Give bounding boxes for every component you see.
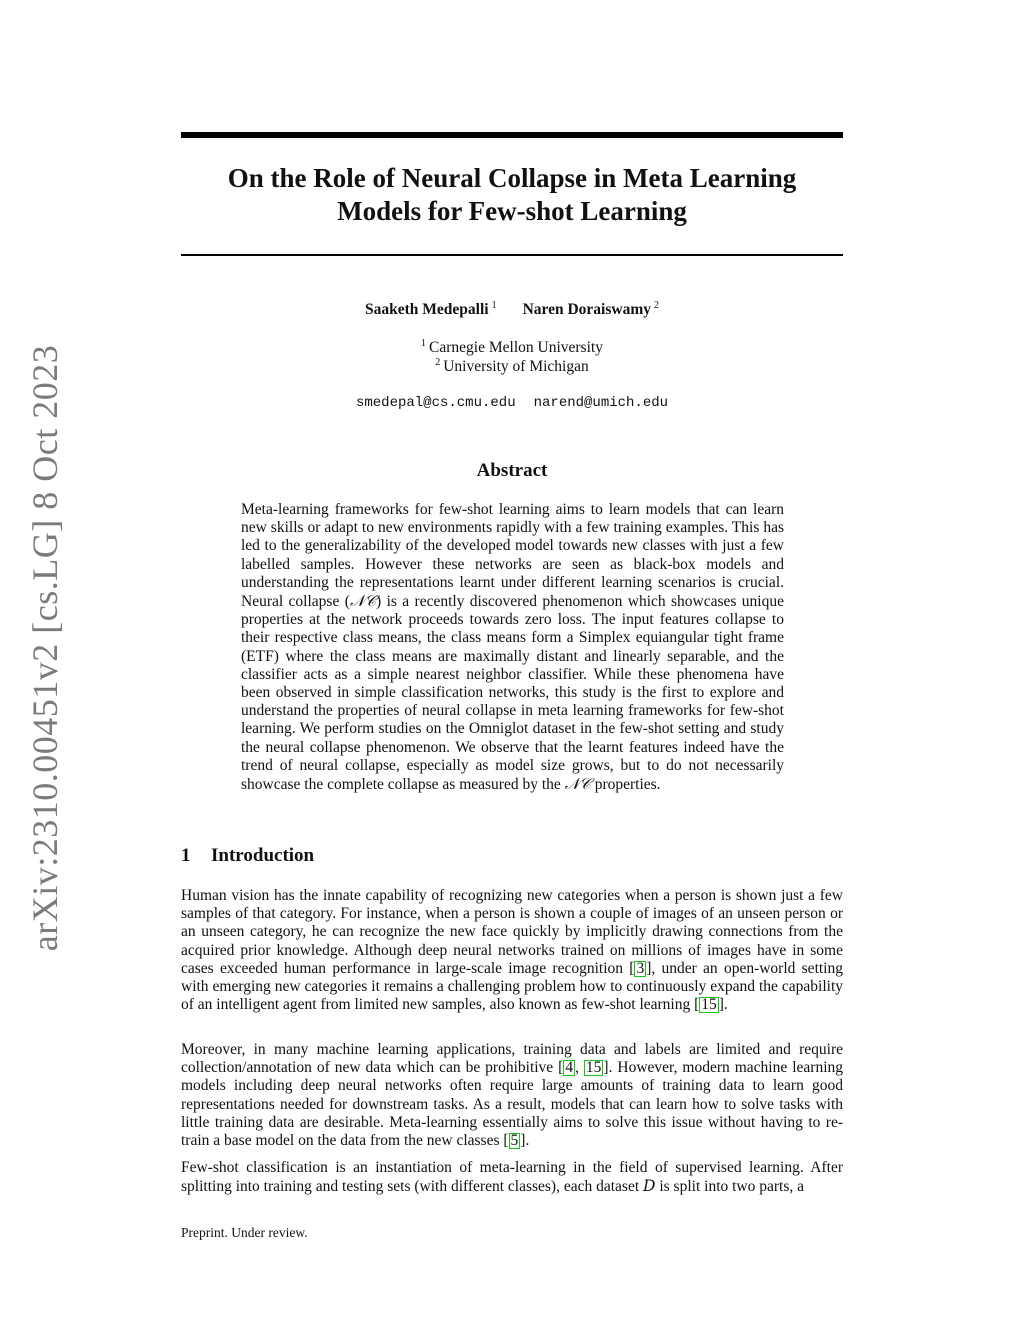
- abstract-heading: Abstract: [476, 460, 548, 481]
- title-line-2: Models for Few-shot Learning: [337, 196, 687, 226]
- footer-note: Preprint. Under review.: [181, 1225, 308, 1240]
- citation-link[interactable]: 5: [510, 1132, 519, 1150]
- author-1-name: Saaketh Medepalli: [364, 301, 489, 318]
- affiliation-1-mark: 1: [421, 338, 427, 349]
- author-list: [181, 300, 843, 319]
- arxiv-identifier: arXiv:2310.00451v2 [cs.LG] 8 Oct 2023: [25, 344, 65, 952]
- p3-text-b: is split into two parts, a: [655, 1178, 805, 1196]
- author-2-name: Naren Doraiswamy: [522, 301, 651, 318]
- section-title: Introduction: [211, 845, 315, 866]
- title-bottom-rule: [181, 254, 843, 256]
- email-list: [181, 395, 843, 411]
- title-line-1: On the Role of Neural Collapse in Meta Learning: [227, 163, 797, 193]
- affiliation-1: [181, 338, 843, 357]
- citation-link[interactable]: 15: [701, 996, 717, 1014]
- p2-text-a: Moreover, in many machine learning applications, training data and labels are limited and require collection/annotation of new data which can be prohibitive [: [181, 1041, 843, 1077]
- p2-text-c: ].: [520, 1132, 530, 1150]
- intro-paragraph-1: [181, 887, 843, 1014]
- abstract-part-1: Meta-learning frameworks for few-shot learning aims to learn models that can learn new skills or adapt to new environments rapidly with a few training examples. This has led to the generalizability of the developed model towards new classes with just a few labelled samples. However these networks are seen as black-box models and understanding the representations learnt under different learning scenarios is crucial. Neural collapse (: [241, 501, 784, 611]
- abstract-part-3: properties.: [590, 776, 661, 794]
- intro-paragraph-2: [181, 1041, 843, 1150]
- affiliation-1-name: Carnegie Mellon University: [429, 339, 603, 356]
- nc-symbol: 𝒩𝒞: [564, 775, 591, 794]
- dataset-variable: D: [643, 1177, 656, 1196]
- nc-symbol: 𝒩𝒞: [349, 592, 377, 611]
- p2-sep: ,: [575, 1059, 584, 1077]
- title-top-rule: [181, 132, 843, 138]
- citation-link[interactable]: 3: [636, 959, 645, 977]
- p1-text-a: Human vision has the innate capability of recognizing new categories when a person is shown just a few samples of that category. For instance, when a person is shown a couple of images of an unseen person or an unseen category, he can recognize the new face quickly by implicitly drawing connections from the acquired prior knowledge. Although deep neural networks trained on millions of images have in some cases exceeded human performance in large-scale image recognition [: [181, 887, 843, 977]
- affiliation-2: [181, 357, 843, 376]
- email-2[interactable]: narend@umich.edu: [533, 395, 669, 411]
- citation-link[interactable]: 4: [565, 1059, 574, 1077]
- p3-text-a: Few-shot classification is an instantiation of meta-learning in the field of supervised learning. After splitting into training and testing sets (with different classes), each dataset: [181, 1159, 843, 1196]
- author-1-affil-mark: 1: [491, 300, 497, 311]
- citation-link[interactable]: 15: [585, 1059, 602, 1077]
- p2-text-b: ]. However, modern machine learning models including deep neural networks often require large amounts of training data to learn good representations needed for downstream tasks. As a result, models that can learn how to solve tasks with little training data are desirable. Meta-learning essentially aims to solve this issue without having to re-train a base model on the data from the new classes [: [181, 1059, 843, 1150]
- affiliation-2-name: University of Michigan: [443, 358, 589, 375]
- section-heading: [181, 845, 314, 867]
- abstract-part-2: ) is a recently discovered phenomenon which showcases unique properties at the network proceeds towards zero loss. The input features collapse to their respective class means, the class means form a Simplex equiangular tight frame (ETF) where the class means are maximally distant and linearly separable, and the classifier acts as a simple nearest neighbor classifier. While these phenomena have been observed in simple classification networks, this study is the first to explore and understand the properties of neural collapse in meta learning frameworks for few-shot learning. We perform studies on the Omniglot dataset in the few-shot setting and study the neural collapse phenomenon. We observe that the learnt features indeed have the trend of neural collapse, especially as model size grows, but to do not necessarily showcase the complete collapse as measured by the: [241, 593, 784, 794]
- email-1[interactable]: smedepal@cs.cmu.edu: [355, 395, 516, 411]
- author-2: [523, 301, 659, 318]
- intro-paragraph-3: [181, 1159, 843, 1196]
- p1-text-b: ], under an open-world setting with emerging new categories it remains a challenging problem how to continuously expand the capability of an intelligent agent from limited new samples, also known as few-shot learning [: [181, 959, 843, 1014]
- author-2-affil-mark: 2: [654, 300, 659, 311]
- affiliation-2-mark: 2: [435, 357, 441, 368]
- p1-text-c: ].: [718, 996, 728, 1014]
- paper-title: [181, 162, 843, 228]
- author-1: [365, 301, 497, 318]
- abstract-text: [241, 501, 784, 794]
- section-number: 1: [181, 845, 191, 866]
